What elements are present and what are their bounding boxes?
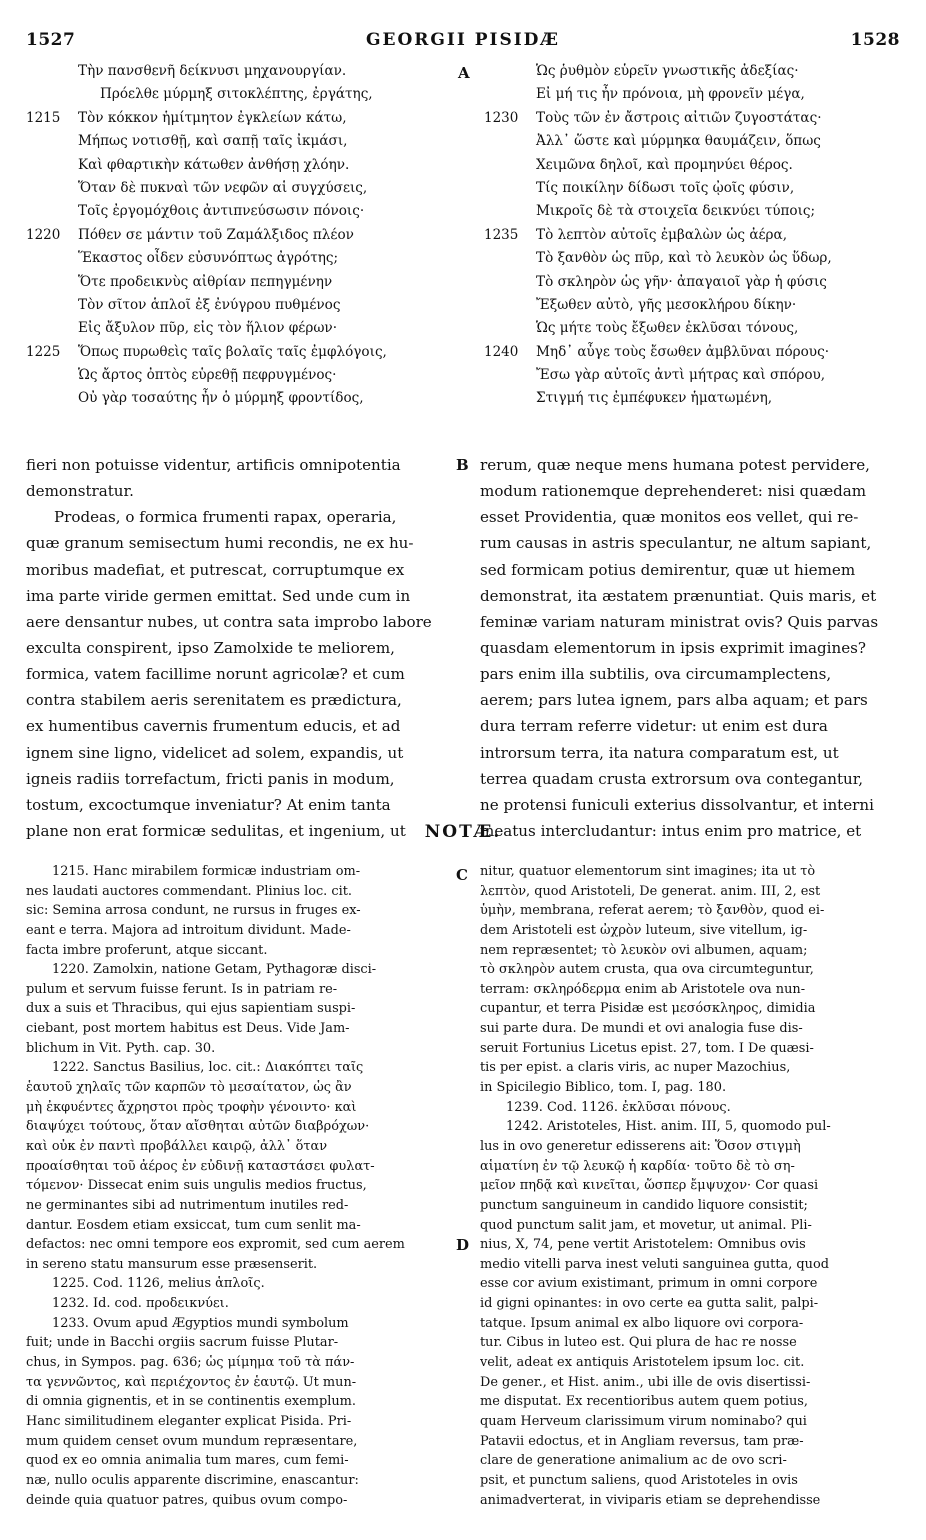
verse-line: [26, 271, 446, 294]
note-line: quam Herveum clarissimum virum nominabo? qui: [480, 1413, 807, 1429]
note-line: ὑμὴν, membrana, referat aerem; τὸ ξανθὸν, quod ei-: [480, 903, 825, 919]
latin-line: modum rationemque deprehenderet: nisi quædam: [480, 482, 867, 501]
verse-text: Ὅπως πυρωθεὶς ταῖς βολαῖς ταῖς ἐμφλόγοις,: [78, 343, 387, 360]
latin-line: plane non erat formicæ sedulitas, et ingenium, ut: [26, 821, 406, 840]
note-line: defactos: nec omni tempore eos expromit, sed cum aerem: [26, 1237, 405, 1253]
note-line: cupantur, et terra Pisidæ est μεσόσκληρος, dimidia: [480, 1001, 816, 1017]
latin-line: sed formicam potius demirentur, quæ ut hiemem: [480, 560, 856, 579]
verse-line: [26, 60, 446, 83]
verse-line: [484, 317, 904, 340]
note-line: ἑαυτοῦ χηλαῖς τῶν καρπῶν τὸ μεσαίτατον, ὡς ἂν: [26, 1080, 352, 1096]
verse-line: [484, 271, 904, 294]
latin-line: terrea quadam crusta extrorsum ova contegantur,: [480, 769, 864, 788]
note-line: deinde quia quatuor patres, quibus ovum compo-: [26, 1492, 348, 1508]
verse-line: [484, 364, 904, 387]
greek-verse-right-column: [484, 60, 904, 411]
note-line: nem repræsentet; τὸ λευκὸν ovi albumen, aquam;: [480, 942, 808, 958]
notes-right-column: [480, 862, 908, 1510]
page-number-left: 1527: [26, 30, 76, 50]
latin-line: rerum, quæ neque mens humana potest pervidere,: [480, 456, 870, 474]
note-line: in sereno statu mansurum esse præsenserit.: [26, 1256, 318, 1272]
note-line: in Spicilegio Biblico, tom. I, pag. 180.: [480, 1080, 727, 1096]
latin-line: aere densantur nubes, ut contra sata improbo labore: [26, 612, 432, 631]
note-line: terram: σκληρόδερμα enim ab Aristotele ova nun-: [480, 981, 806, 997]
verse-number: 1240: [484, 343, 519, 360]
latin-line: ignem sine ligno, videlicet ad solem, expandis, ut: [26, 743, 404, 762]
verse-line: [484, 387, 904, 410]
verse-text: Τοὺς τῶν ἐν ἄστροις αἰτιῶν ζυγοστάτας·: [536, 109, 822, 126]
latin-line: quasdam elementorum in ipsis exprimit imagines?: [480, 638, 866, 657]
verse-text: Μηδ᾽ αὖγε τοὺς ἔσωθεν ἀμβλῦναι πόρους·: [536, 343, 830, 360]
latin-line: exculta conspirent, ipso Zamolxide te meliorem,: [26, 638, 395, 657]
note-line: 1220. Zamolxin, natione Getam, Pythagoræ disci-: [52, 962, 377, 978]
latin-line: Prodeas, o formica frumenti rapax, operaria,: [54, 508, 397, 527]
margin-letter-b: B: [456, 456, 469, 474]
note-line: lus in ovo generetur edisserens ait: Ὅσον στιγμὴ: [480, 1138, 801, 1154]
note-line: Hanc similitudinem eleganter explicat Pisida. Pri-: [26, 1413, 352, 1429]
note-line: tis per epist. a claris viris, ac nuper Mazochius,: [480, 1060, 791, 1076]
verse-line: [26, 364, 446, 387]
verse-line: [26, 294, 446, 317]
note-line: næ, nullo oculis apparente discrimine, enascantur:: [26, 1472, 359, 1488]
note-line: καὶ οὐκ ἐν παντὶ προβάλλει καιρῷ, ἀλλ᾽ ὅταν: [26, 1138, 328, 1154]
verse-line: [26, 247, 446, 270]
note-line: pulum et servum fuisse ferunt. Is in patriam re-: [26, 981, 338, 997]
margin-letter-d: D: [456, 1236, 470, 1254]
verse-number: 1235: [484, 226, 519, 243]
note-line: De gener., et Hist. anim., ubi ille de ovis disertissi-: [480, 1374, 811, 1390]
verse-text: Ἕκαστος οἶδεν εὐσυνόπτως ἀγρότης;: [78, 250, 339, 267]
verse-text: Οὐ γὰρ τοσαύτης ἦν ὁ μύρμηξ φροντίδος,: [78, 390, 364, 407]
verse-text: Ὡς ἄρτος ὀπτὸς εὑρεθῇ πεφρυγμένος·: [78, 367, 337, 384]
verse-text: Ὡς μήτε τοὺς ἔξωθεν ἐκλῦσαι τόνους,: [536, 320, 799, 337]
latin-line: rum causas in astris speculantur, ne altum sapiant,: [480, 534, 872, 553]
verse-text: Τὸ ξανθὸν ὡς πῦρ, καὶ τὸ λευκὸν ὡς ὕδωρ,: [536, 250, 832, 267]
note-line: animadverterat, in viviparis etiam se deprehendisse: [480, 1492, 821, 1508]
verse-line: [484, 130, 904, 153]
note-line: quod ex eo omnia animalia tum mares, cum femi-: [26, 1453, 349, 1469]
latin-line: demonstratur.: [26, 482, 134, 501]
note-line: punctum sanguineum in candido liquore consistit;: [480, 1197, 808, 1213]
note-line: mum quidem censet ovum mundum repræsentare,: [26, 1433, 358, 1449]
verse-text: Τὸ σκληρὸν ὡς γῆν· ἀπαγαιοῖ γὰρ ἡ φύσις: [536, 273, 827, 290]
note-line: τα γεννῶντος, καὶ περιέχοντος ἐν ἑαυτῷ. Ut mun-: [26, 1374, 357, 1390]
latin-line: pars enim illa subtilis, ova circumamplectens,: [480, 665, 832, 684]
note-line: medio vitelli parva inest veluti sanguinea gutta, quod: [480, 1256, 829, 1272]
verse-line: [484, 154, 904, 177]
verse-text: Ἀλλ᾽ ὥστε καὶ μύρμηκα θαυμάζειν, ὅπως: [536, 133, 821, 150]
verse-line: [484, 294, 904, 317]
latin-line: dura terram referre videtur: ut enim est dura: [480, 717, 828, 736]
verse-text: Πρόελθε μύρμηξ σιτοκλέπτης, ἐργάτης,: [100, 86, 373, 103]
verse-line: [26, 130, 446, 153]
verse-line: [26, 200, 446, 223]
latin-line: ne protensi funiculi exterius dissolvantur, et interni: [480, 795, 874, 814]
verse-text: Εἰ μή τις ἦν πρόνοια, μὴ φρονεῖν μέγα,: [536, 86, 805, 103]
latin-line: moribus madefiat, et putrescat, corruptumque ex: [26, 560, 405, 579]
verse-line: [26, 224, 446, 247]
note-line: μὴ ἐκφυέντες ἄχρηστοι πρὸς τροφὴν γένοιντο· καὶ: [26, 1099, 357, 1115]
note-line: αἱματίνη ἐν τῷ λευκῷ ἡ καρδία· τοῦτο δὲ τὸ ση-: [480, 1158, 795, 1174]
verse-number: 1220: [26, 226, 61, 243]
note-line: facta imbre proferunt, atque siccant.: [26, 942, 268, 958]
note-line: dem Aristoteli est ὠχρὸν luteum, sive vitellum, ig-: [480, 922, 808, 938]
note-line: chus, in Sympos. pag. 636; ὡς μίμημα τοῦ τὰ πάν-: [26, 1355, 355, 1371]
verse-text: Ὅταν δὲ πυκναὶ τῶν νεφῶν αἱ συγχύσεις,: [78, 179, 368, 196]
note-line: sic: Semina arrosa condunt, ne rursus in fruges ex-: [26, 903, 361, 919]
note-line: ciebant, post mortem habitus est Deus. Vide Jam-: [26, 1021, 350, 1037]
note-line: μεῖον πηδᾷ καὶ κινεῖται, ὥσπερ ἔμψυχον· Cor quasi: [480, 1178, 819, 1194]
note-line: 1233. Ovum apud Ægyptios mundi symbolum: [52, 1315, 349, 1331]
verse-text: Πόθεν σε μάντιν τοῦ Ζαμάλξιδος πλέον: [78, 226, 354, 243]
verse-text: Χειμῶνα δηλοῖ, καὶ προμηνύει θέρος.: [536, 156, 793, 173]
verse-text: Τὴν πανσθενῆ δείκνυσι μηχανουργίαν.: [78, 63, 347, 79]
note-line: 1215. Hanc mirabilem formicæ industriam om-: [52, 864, 361, 879]
note-line: nitur, quatuor elementorum sint imagines; ita ut τὸ: [480, 864, 816, 879]
latin-line: igneis radiis torrefactum, fricti panis in modum,: [26, 769, 395, 788]
verse-line: [26, 177, 446, 200]
note-line: tatque. Ipsum animal ex albo liquore ovi corpora-: [480, 1315, 804, 1331]
page-number-right: 1528: [850, 30, 900, 50]
note-line: velit, adeat ex antiquis Aristotelem ipsum loc. cit.: [480, 1355, 805, 1371]
verse-text: Στιγμή τις ἐμπέφυκεν ἡματωμένη,: [536, 390, 773, 407]
latin-line: formica, vatem facillime norunt agricolæ? et cum: [26, 665, 405, 684]
margin-letter-c: C: [456, 866, 468, 884]
latin-line: esset Providentia, quæ monitos eos vellet, qui re-: [480, 508, 859, 527]
latin-line: feminæ variam naturam ministrat ovis? Quis parvas: [480, 612, 879, 631]
note-line: nius, X, 74, pene vertit Aristotelem: Omnibus ovis: [480, 1237, 806, 1253]
verse-line: [26, 317, 446, 340]
latin-line: meatus intercludantur: intus enim pro matrice, et: [480, 821, 862, 840]
verse-text: Ὡς ῥυθμὸν εὑρεῖν γνωστικῆς ἀδεξίας·: [536, 63, 799, 79]
verse-line: [484, 107, 904, 130]
verse-text: Μικροῖς δὲ τὰ στοιχεῖα δεικνύει τύποις;: [536, 203, 816, 220]
note-line: blichum in Vit. Pyth. cap. 30.: [26, 1040, 216, 1056]
notes-heading: NOTÆ.: [424, 822, 502, 842]
verse-text: Τίς ποικίλην δίδωσι τοῖς ᾠοῖς φύσιν,: [536, 179, 795, 196]
note-line: 1232. Id. cod. προδεικνύει.: [52, 1296, 229, 1312]
note-line: 1242. Aristoteles, Hist. anim. III, 5, quomodo pul-: [506, 1119, 831, 1135]
note-line: psit, et punctum saliens, quod Aristoteles in ovis: [480, 1472, 798, 1488]
latin-line: tostum, excoctumque inveniatur? At enim tanta: [26, 795, 391, 814]
verse-number: 1215: [26, 109, 61, 126]
note-line: 1222. Sanctus Basilius, loc. cit.: Διακόπτει ταῖς: [52, 1060, 364, 1076]
note-line: di omnia gignentis, et in se continentis exemplum.: [26, 1394, 356, 1410]
running-title: GEORGII PISIDÆ: [365, 30, 561, 50]
latin-line: demonstrat, ita æstatem prænuntiat. Quis maris, et: [480, 586, 877, 605]
verse-text: Μήπως νοτισθῇ, καὶ σαπῇ ταῖς ἰκμάσι,: [78, 133, 348, 150]
note-line: tur. Cibus in luteo est. Qui plura de hac re nosse: [480, 1335, 797, 1351]
verse-text: Ἔσω γὰρ αὐτοῖς ἀντὶ μήτρας καὶ σπόρου,: [536, 367, 826, 384]
latin-line: ex humentibus cavernis frumentum educis, et ad: [26, 717, 401, 736]
latin-line: introrsum terra, ita natura comparatum est, ut: [480, 743, 839, 762]
verse-text: Ἔξωθεν αὐτὸ, γῆς μεσοκλήρου δίκην·: [536, 296, 797, 313]
verse-text: Τὸν σῖτον ἁπλοῖ ἐξ ἐνύγρου πυθμένος: [78, 296, 341, 313]
latin-line: contra stabilem aeris serenitatem es prædictura,: [26, 691, 402, 710]
notes-left-column: [26, 862, 454, 1510]
note-line: dux a suis et Thracibus, qui ejus sapientiam suspi-: [26, 1001, 356, 1017]
note-line: fuit; unde in Bacchi orgiis sacrum fuisse Plutar-: [26, 1335, 339, 1351]
verse-line: [484, 224, 904, 247]
verse-text: Τὸ λεπτὸν αὐτοῖς ἐμβαλὼν ὡς ἀέρα,: [536, 226, 788, 243]
verse-number: 1230: [484, 109, 519, 126]
note-line: id gigni opinantes: in ovo certe ea gutta salit, palpi-: [480, 1296, 819, 1312]
latin-line: quæ granum semisectum humi recondis, ne ex hu-: [26, 534, 414, 553]
latin-line: ima parte viride germen emittat. Sed unde cum in: [26, 586, 411, 605]
verse-line: [26, 154, 446, 177]
note-line: τόμενον· Dissecat enim suis ungulis medios fructus,: [26, 1178, 367, 1194]
verse-text: Τοῖς ἐργομόχθοις ἀντιπνεύσωσιν πόνοις·: [78, 203, 365, 220]
note-line: Patavii edoctus, et in Angliam reversus, tam præ-: [480, 1433, 804, 1449]
verse-line: [484, 341, 904, 364]
note-line: seruit Fortunius Licetus epist. 27, tom. I De quæsi-: [480, 1040, 814, 1056]
note-line: 1225. Cod. 1126, melius ἁπλοῖς.: [52, 1276, 265, 1292]
note-line: διαψύχει τούτους, ὅταν αἴσθηται αὐτῶν διαβρόχων·: [26, 1119, 370, 1135]
note-line: dantur. Eosdem etiam exsiccat, tum cum senlit ma-: [26, 1217, 361, 1233]
margin-letter-a: A: [458, 64, 470, 82]
verse-text: Τὸν κόκκον ἡμίτμητον ἐγκλείων κάτω,: [78, 109, 347, 126]
verse-text: Καὶ φθαρτικὴν κάτωθεν ἀνθήσῃ χλόην.: [78, 156, 350, 173]
greek-verse-left-column: [26, 60, 446, 411]
note-line: 1239. Cod. 1126. ἐκλῦσαι πόνους.: [506, 1099, 731, 1115]
note-line: me disputat. Ex recentioribus autem quem potius,: [480, 1394, 809, 1410]
verse-line: [26, 387, 446, 410]
note-line: λεπτὸν, quod Aristoteli, De generat. anim. III, 2, est: [480, 883, 821, 899]
verse-line: [484, 200, 904, 223]
note-line: τὸ σκληρὸν autem crusta, qua ova circumteguntur,: [480, 962, 814, 978]
note-line: προαίσθηται τοῦ ἀέρος ἐν εὐδινῇ καταστάσει φυλατ-: [26, 1158, 375, 1174]
note-line: esse cor avium existimant, primum in omni corpore: [480, 1276, 818, 1292]
verse-line: [484, 247, 904, 270]
verse-line: [26, 107, 446, 130]
note-line: sui parte dura. De mundi et ovi analogia fuse dis-: [480, 1021, 803, 1037]
verse-text: Ὅτε προδεικνὺς αἰθρίαν πεπηγμένην: [78, 273, 333, 290]
verse-text: Εἰς ἄξυλον πῦρ, εἰς τὸν ἥλιον φέρων·: [78, 320, 338, 337]
verse-line: [484, 177, 904, 200]
verse-line: [484, 60, 904, 83]
note-line: quod punctum salit jam, et movetur, ut animal. Pli-: [480, 1217, 812, 1233]
latin-line: aerem; pars lutea ignem, pars alba aquam; et pars: [480, 691, 868, 710]
latin-line: fieri non potuisse videntur, artificis omnipotentia: [26, 456, 401, 474]
latin-translation-left-column: [26, 452, 448, 844]
latin-translation-right-column: [480, 452, 902, 844]
verse-line: [26, 83, 446, 106]
verse-line: [484, 83, 904, 106]
note-line: nes laudati auctores commendant. Plinius loc. cit.: [26, 883, 352, 899]
verse-line: [26, 341, 446, 364]
verse-number: 1225: [26, 343, 61, 360]
note-line: clare de generatione animalium ac de ovo scri-: [480, 1453, 787, 1469]
note-line: ne germinantes sibi ad nutrimentum inutiles red-: [26, 1197, 349, 1213]
note-line: eant e terra. Majora ad introitum dividunt. Made-: [26, 922, 351, 938]
